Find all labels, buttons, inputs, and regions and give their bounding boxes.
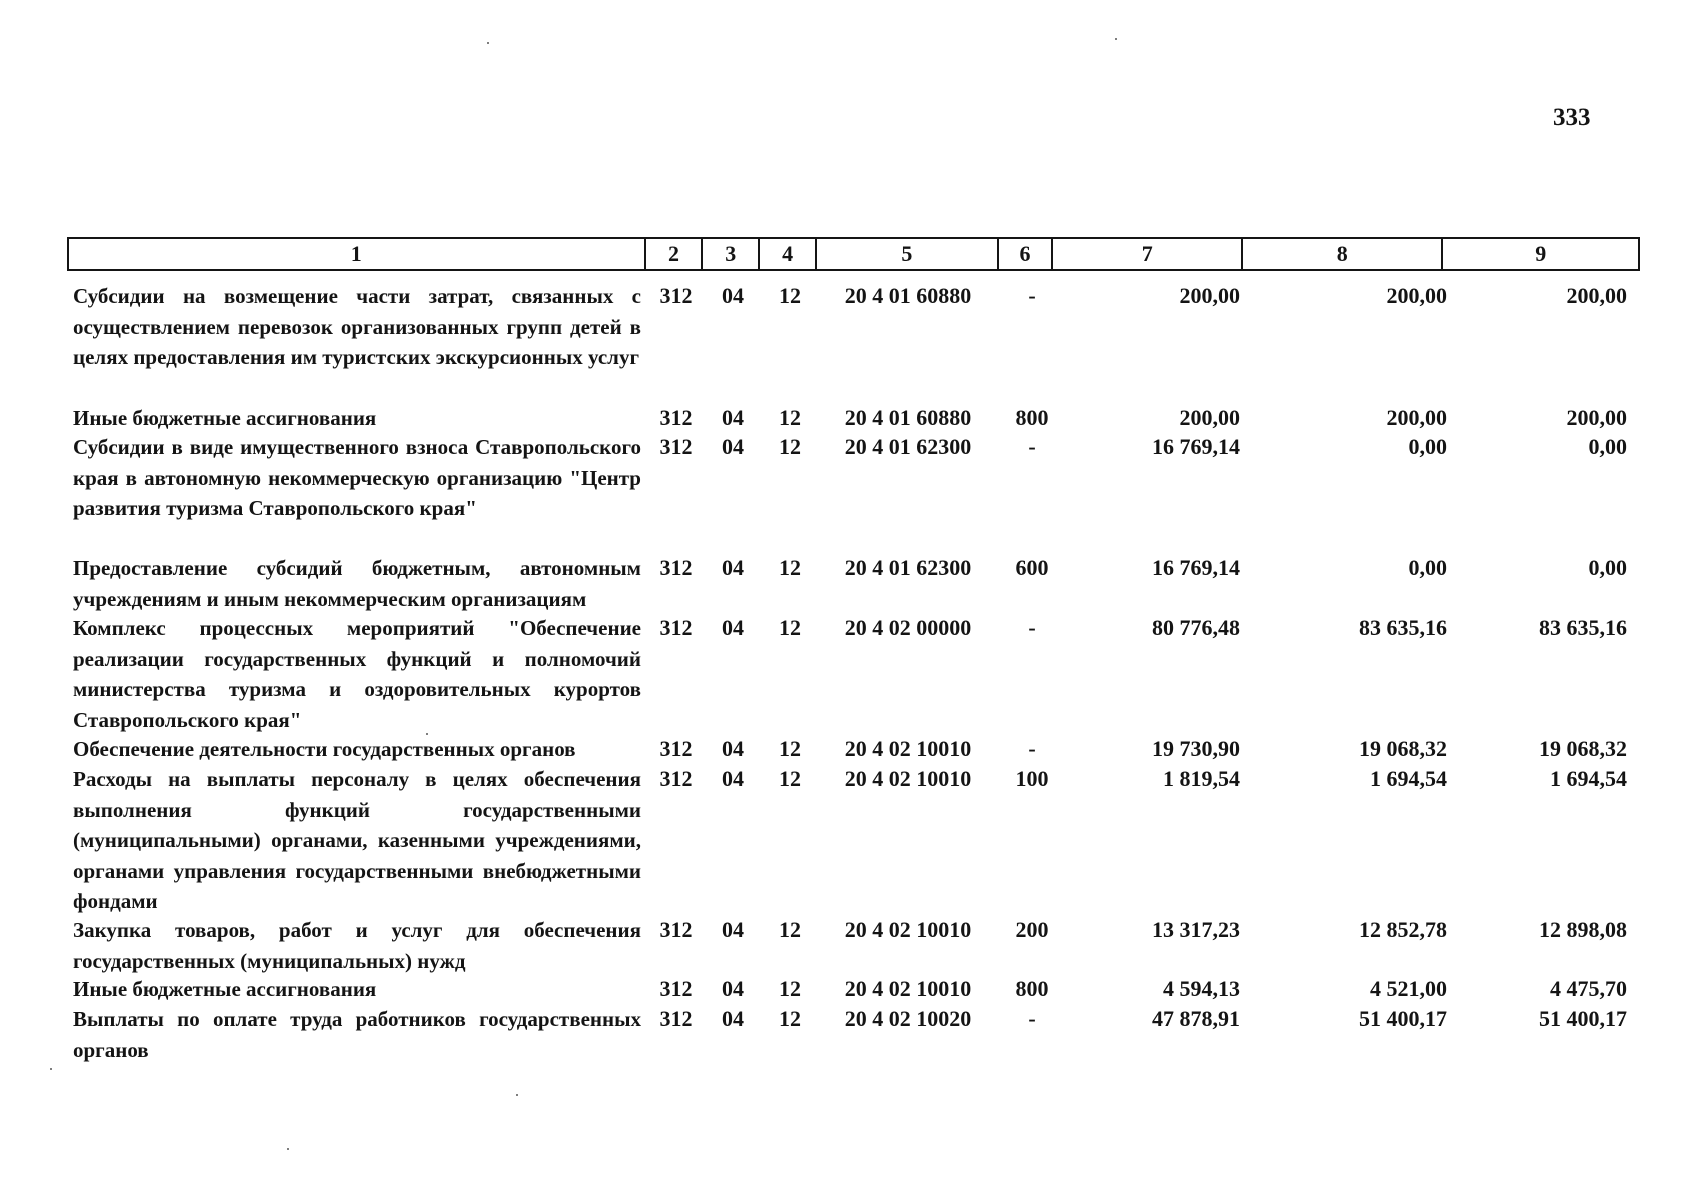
- row-col-3: 04: [722, 766, 744, 791]
- row-col-5: 20 4 01 62300: [844, 555, 972, 580]
- header-col-7: 7: [1053, 239, 1243, 269]
- row-col-3: 04: [722, 434, 744, 459]
- row-col-2: 312: [659, 555, 693, 580]
- row-col-7: 4 594,13: [1163, 976, 1240, 1001]
- header-col-6: 6: [999, 239, 1054, 269]
- row-col-3: 04: [722, 555, 744, 580]
- row-col-6: -: [1028, 736, 1036, 761]
- row-col-4: 12: [779, 766, 801, 791]
- row-col-3: 04: [722, 405, 744, 430]
- row-col-2: 312: [659, 766, 693, 791]
- row-col-4: 12: [779, 434, 801, 459]
- row-col-4: 12: [779, 405, 801, 430]
- row-col-9: 0,00: [1588, 555, 1627, 580]
- row-col-9: 51 400,17: [1539, 1006, 1627, 1031]
- row-col-4: 12: [779, 736, 801, 761]
- header-col-9: 9: [1535, 241, 1547, 266]
- row-description: Расходы на выплаты персоналу в целях обеспечения выполнения функций государственными (муниципальными) органами, казенными учреждениями, органами управления государственными внебюджетными фондами: [73, 767, 641, 913]
- scan-speck: [426, 733, 428, 735]
- row-col-7: 80 776,48: [1152, 615, 1240, 640]
- row-col-9: 0,00: [1588, 434, 1627, 459]
- row-col-2: 312: [659, 615, 693, 640]
- row-col-5: 20 4 02 10010: [844, 766, 972, 791]
- row-col-3: 04: [722, 736, 744, 761]
- header-col-2: 2: [646, 239, 704, 269]
- row-col-8: 0,00: [1408, 434, 1447, 459]
- row-col-2: 312: [659, 917, 693, 942]
- row-col-5: 20 4 02 00000: [844, 615, 972, 640]
- row-col-6: 100: [1015, 766, 1049, 791]
- row-col-8: 200,00: [1386, 283, 1447, 308]
- header-col-3: 3: [703, 239, 760, 269]
- row-col-7: 13 317,23: [1152, 917, 1240, 942]
- row-col-5: 20 4 01 60880: [844, 283, 972, 308]
- row-col-3: 04: [722, 283, 744, 308]
- row-col-2: 312: [659, 1006, 693, 1031]
- row-col-8: 83 635,16: [1359, 615, 1447, 640]
- row-col-4: 12: [779, 1006, 801, 1031]
- row-col-8: 0,00: [1408, 555, 1447, 580]
- row-col-5: 20 4 01 60880: [844, 405, 972, 430]
- row-col-8: 51 400,17: [1359, 1006, 1447, 1031]
- row-col-2: 312: [659, 976, 693, 1001]
- row-col-4: 12: [779, 615, 801, 640]
- row-col-7: 19 730,90: [1152, 736, 1240, 761]
- header-col-1: 1: [69, 239, 646, 269]
- row-col-5: 20 4 02 10010: [844, 917, 972, 942]
- row-col-4: 12: [779, 917, 801, 942]
- row-col-5: 20 4 02 10010: [844, 976, 972, 1001]
- row-col-6: 600: [1015, 555, 1049, 580]
- scan-speck: [487, 42, 489, 44]
- row-col-4: 12: [779, 283, 801, 308]
- row-col-4: 12: [779, 555, 801, 580]
- row-col-6: -: [1028, 615, 1036, 640]
- page-number: 333: [1553, 104, 1591, 131]
- row-col-3: 04: [722, 976, 744, 1001]
- header-col-4: 4: [760, 239, 817, 269]
- row-description: Иные бюджетные ассигнования: [73, 977, 377, 1001]
- header-col-5: 5: [817, 239, 999, 269]
- row-description: Субсидии в виде имущественного взноса Ставропольского края в автономную некоммерческую организацию "Центр развития туризма Ставропольского края": [73, 435, 641, 520]
- row-col-9: 4 475,70: [1550, 976, 1627, 1001]
- row-description: Предоставление субсидий бюджетным, автономным учреждениям и иным некоммерческим организациям: [73, 556, 641, 611]
- row-col-9: 83 635,16: [1539, 615, 1627, 640]
- row-description: Иные бюджетные ассигнования: [73, 406, 377, 430]
- row-col-2: 312: [659, 736, 693, 761]
- row-col-3: 04: [722, 615, 744, 640]
- row-col-6: 800: [1015, 976, 1049, 1001]
- row-col-9: 12 898,08: [1539, 917, 1627, 942]
- row-col-7: 16 769,14: [1152, 555, 1240, 580]
- table-header: [67, 237, 1640, 271]
- row-description: Субсидии на возмещение части затрат, связанных с осуществлением перевозок организованных групп детей в целях предоставления им туристских экскурсионных услуг: [73, 284, 641, 369]
- row-col-2: 312: [659, 434, 693, 459]
- row-col-8: 19 068,32: [1359, 736, 1447, 761]
- row-col-8: 1 694,54: [1370, 766, 1447, 791]
- scan-speck: [1115, 38, 1117, 40]
- row-col-6: 800: [1015, 405, 1049, 430]
- row-col-7: 47 878,91: [1152, 1006, 1240, 1031]
- row-col-5: 20 4 01 62300: [844, 434, 972, 459]
- header-col-8: 8: [1243, 239, 1443, 269]
- row-description: Комплекс процессных мероприятий "Обеспечение реализации государственных функций и полномочий министерства туризма и оздоровительных курортов Ставропольского края": [73, 616, 641, 732]
- scan-speck: [287, 1148, 289, 1150]
- row-col-3: 04: [722, 917, 744, 942]
- row-col-6: -: [1028, 283, 1036, 308]
- row-col-2: 312: [659, 405, 693, 430]
- row-col-7: 16 769,14: [1152, 434, 1240, 459]
- row-col-9: 19 068,32: [1539, 736, 1627, 761]
- row-description: Выплаты по оплате труда работников государственных органов: [73, 1007, 641, 1062]
- row-col-6: 200: [1015, 917, 1049, 942]
- row-col-8: 200,00: [1386, 405, 1447, 430]
- row-col-6: -: [1028, 434, 1036, 459]
- row-col-9: 1 694,54: [1550, 766, 1627, 791]
- row-col-5: 20 4 02 10020: [844, 1006, 972, 1031]
- row-col-7: 200,00: [1179, 405, 1240, 430]
- row-col-7: 1 819,54: [1163, 766, 1240, 791]
- row-description: Обеспечение деятельности государственных органов: [73, 737, 576, 761]
- row-col-8: 12 852,78: [1359, 917, 1447, 942]
- row-col-8: 4 521,00: [1370, 976, 1447, 1001]
- row-col-4: 12: [779, 976, 801, 1001]
- row-col-2: 312: [659, 283, 693, 308]
- row-col-7: 200,00: [1179, 283, 1240, 308]
- row-col-6: -: [1028, 1006, 1036, 1031]
- row-col-9: 200,00: [1566, 405, 1627, 430]
- row-col-5: 20 4 02 10010: [844, 736, 972, 761]
- row-col-3: 04: [722, 1006, 744, 1031]
- scan-speck: [50, 1068, 52, 1070]
- row-col-9: 200,00: [1566, 283, 1627, 308]
- scan-speck: [516, 1094, 518, 1096]
- row-description: Закупка товаров, работ и услуг для обеспечения государственных (муниципальных) нужд: [73, 918, 641, 973]
